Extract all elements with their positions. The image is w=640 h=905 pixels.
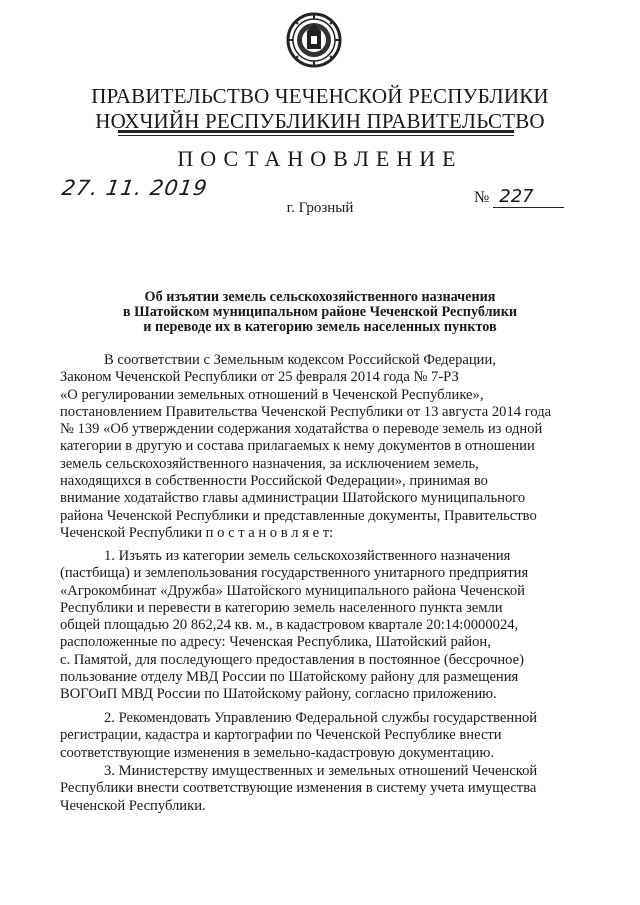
text-line: находящихся в собственности Российской Федерации», принимая во (60, 473, 488, 490)
text-line: постановлением Правительства Чеченской Республики от 13 августа 2014 года (60, 403, 552, 420)
text-line: пользование отделу МВД России по Шатойскому району для размещения (60, 669, 519, 686)
header-divider-thin (118, 135, 514, 136)
text-line: района Чеченской Республики и представленные документы, Правительство (60, 507, 537, 524)
text-line: «О регулировании земельных отношений в Чеченской Республике», (60, 386, 484, 403)
text-line: соответствующие изменения в земельно-кадастровую документацию. (60, 744, 495, 761)
text-line: № 139 «Об утверждении содержания ходатайства о переводе земель из одной (60, 421, 543, 438)
organization-name-ru: ПРАВИТЕЛЬСТВО ЧЕЧЕНСКОЙ РЕСПУБЛИКИ (91, 84, 549, 108)
text-line: ВОГОиП МВД России по Шатойскому району, согласно приложению. (60, 686, 497, 703)
text-line: Чеченской Республики. (60, 797, 206, 814)
text-line: Республики внести соответствующие изменения в систему учета имущества (60, 780, 537, 797)
text-line: (пастбища) и землепользования государственного унитарного предприятия (60, 565, 529, 582)
number-label: № (474, 189, 490, 206)
header-divider (118, 130, 514, 133)
document-type-title: ПОСТАНОВЛЕНИЕ (177, 146, 463, 171)
document-date: 27. 11. 2019 (60, 176, 210, 200)
number-value: 227 (493, 186, 563, 208)
text-line: 3. Министерству имущественных и земельных отношений Чеченской (104, 763, 538, 779)
text-line: с. Памятой, для последующего предоставления в постоянное (бессрочное) (60, 651, 524, 668)
text-line: «Агрокомбинат «Дружба» Шатойского муниципального района Чеченской (60, 582, 525, 599)
preamble-paragraph (60, 352, 572, 542)
text-line: регистрации, кадастра и картографии по Чеченской Республике внести (60, 727, 502, 744)
organization-name-ce: НОХЧИЙН РЕСПУБЛИКИН ПРАВИТЕЛЬСТВО (95, 109, 545, 133)
document-city: г. Грозный (286, 200, 354, 216)
item-2-paragraph (60, 710, 572, 762)
text-line: Законом Чеченской Республики от 25 февраля 2014 года № 7-РЗ (60, 369, 459, 386)
text-line: Республики и перевести в категорию земель населенного пункта земли (60, 599, 503, 616)
text-line: В соответствии с Земельным кодексом Российской Федерации, (104, 352, 496, 368)
subject-line: Об изъятии земель сельскохозяйственного назначения (144, 289, 496, 305)
document-subject (80, 290, 560, 335)
subject-line: в Шатойском муниципальном районе Чеченской Республики (122, 304, 518, 320)
subject-line: и переводе их в категорию земель населенных пунктов (143, 319, 497, 335)
text-line: общей площадью 20 862,24 кв. м., в кадастровом квартале 20:14:0000024, (60, 617, 519, 634)
item-3-paragraph (60, 763, 572, 815)
text-line: категории в другую и состава прилагаемых к нему документов в отношении (60, 438, 535, 455)
coat-of-arms-emblem-icon (286, 12, 342, 68)
text-line: внимание ходатайство главы администрации Шатойского муниципального (60, 490, 526, 507)
text-line: 2. Рекомендовать Управлению Федеральной службы государственной (104, 710, 538, 726)
text-line: 1. Изъять из категории земель сельскохозяйственного назначения (104, 548, 511, 564)
item-1-paragraph (60, 548, 572, 704)
text-line: земель сельскохозяйственного назначения, за исключением земель, (60, 455, 479, 472)
text-line: Чеченской Республики п о с т а н о в л я е т: (60, 524, 334, 541)
text-line: расположенные по адресу: Чеченская Республика, Шатойский район, (60, 634, 491, 651)
